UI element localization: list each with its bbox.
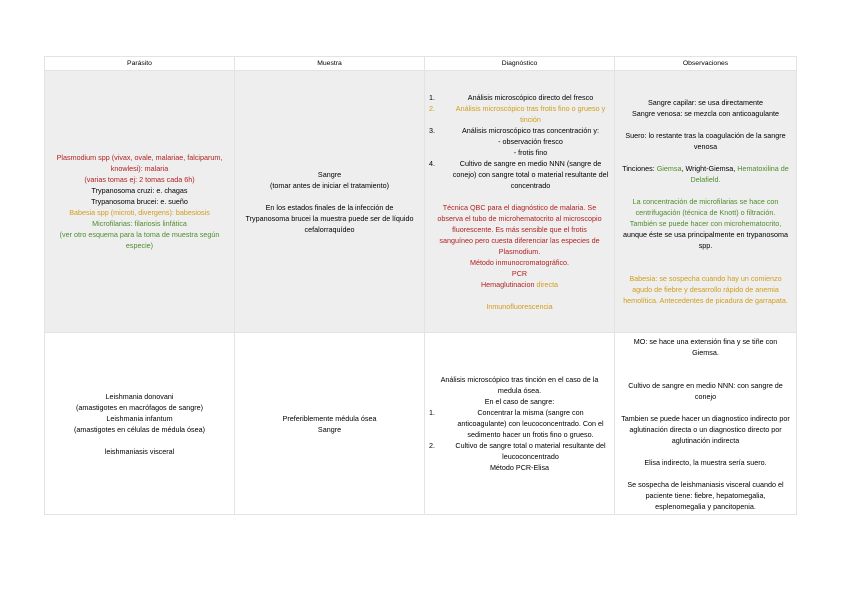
spacer <box>429 191 610 202</box>
text-line: Sangre capilar: se usa directamente <box>647 98 764 107</box>
text-line: Trypanosoma brucei: e. sueño <box>91 197 188 206</box>
text-line <box>429 279 610 290</box>
text-line: Leishmania donovani <box>105 391 174 401</box>
list-number: 1. <box>429 408 435 417</box>
tinciones-line <box>619 163 792 174</box>
text-line: Leishmania infantum <box>106 413 173 423</box>
text-line: spp. <box>698 241 713 250</box>
header-muestra: Muestra <box>235 57 425 71</box>
text-line: Delafield. <box>690 175 721 184</box>
text-line: aglutinación indirecta <box>671 435 740 445</box>
cell-observaciones <box>615 333 797 515</box>
text-line: MO: se hace una extensión fina y se tiñe con <box>633 336 778 346</box>
header-row <box>45 57 797 71</box>
tinciones-giemsa: Giemsa <box>656 164 682 173</box>
directa-text: directa <box>536 279 559 289</box>
hemaglutinacion-text: Hemaglutinacion <box>480 279 537 289</box>
text-line: (varias tomas ej: 2 tomas cada 6h) <box>84 175 195 184</box>
list-number: 2. <box>429 103 435 113</box>
text-line: Cultivo de sangre en medio NNN: con sangre de <box>628 380 783 390</box>
list-item <box>429 407 610 440</box>
spacer <box>619 152 792 163</box>
table-row <box>45 71 797 333</box>
text-line: especie) <box>125 241 154 250</box>
list-item-text: conejo) con sangre total o material resultante del <box>452 169 609 179</box>
tinciones-prefix: Tinciones: <box>622 164 657 173</box>
text-line: Plasmodium spp (vivax, ovale, malariae, falciparum, <box>56 153 223 162</box>
text-line: Sangre <box>317 169 342 179</box>
cell-muestra <box>235 333 425 515</box>
text-line: (amastigotes en macrófagos de sangre) <box>75 402 204 412</box>
cell-diagnostico <box>425 71 615 333</box>
spacer <box>619 119 792 130</box>
text-line: Microfilarias: filariosis linfática <box>92 219 187 228</box>
text-line: Trypanosoma brucei la muestra puede ser de líquido <box>245 213 414 223</box>
spacer <box>619 262 792 273</box>
text-line: medula ósea. <box>497 386 542 395</box>
text-line: Método PCR-Elisa <box>489 463 550 472</box>
text-line: paciente tiene: fiebre, hepatomegalia, <box>645 490 766 500</box>
text-line: Tambien se puede hacer un diagnostico indirecto por <box>621 413 790 423</box>
list-item <box>429 158 610 191</box>
spacer <box>619 185 792 196</box>
spacer <box>619 402 792 413</box>
header-diagnostico: Diagnóstico <box>425 57 615 71</box>
list-item-text: sedimento hacer un frotis fino o grueso. <box>467 430 594 439</box>
header-observaciones: Observaciones <box>615 57 797 71</box>
cell-parasito <box>45 333 235 515</box>
spacer <box>619 358 792 369</box>
list-item-text: Análisis microscópico tras frotis fino o grueso y <box>455 103 606 113</box>
text-line: fluorescente. Es más sensible que el frotis <box>452 224 587 234</box>
text-line: Se sospecha de leishmaniasis visceral cuando el <box>627 479 784 489</box>
list-item <box>429 440 610 462</box>
list-item <box>429 125 610 158</box>
text-line: agudo de fiebre y desarrollo rápido de anemia <box>632 285 779 294</box>
text-line: Preferiblemente médula ósea <box>282 413 377 423</box>
text-line: (amastigotes en células de médula ósea) <box>73 424 206 434</box>
header-parasito: Parásito <box>45 57 235 71</box>
text-line: (ver otro esquema para la toma de muestra según <box>59 230 220 239</box>
diagnosis-list <box>429 92 610 191</box>
list-item-text: - frotis fino <box>513 147 548 157</box>
diagnosis-list <box>429 407 610 462</box>
list-item-text: anticoagulante) con leucoconcentrado. Con el <box>457 419 604 428</box>
spacer <box>619 369 792 380</box>
list-number: 4. <box>429 158 435 168</box>
list-item <box>429 92 610 103</box>
list-number: 2. <box>429 441 435 450</box>
tinciones-mid: , Wright-Giemsa, <box>681 164 738 173</box>
text-line: Análisis microscópico tras tinción en el caso de la <box>440 375 599 384</box>
list-item-text: Cultivo de sangre total o material resultante del <box>455 441 606 450</box>
text-line: Trypanosoma cruzi: e. chagas <box>91 186 188 195</box>
table-row <box>45 333 797 515</box>
text-line: Babesia spp (microti, divergens): babesiosis <box>69 208 210 217</box>
text-line: También se puede hacer con microhematocrito, <box>629 219 782 228</box>
list-number: 1. <box>429 92 435 102</box>
cell-diagnostico <box>425 333 615 515</box>
diagnosis-extra <box>429 191 610 312</box>
spacer <box>619 251 792 262</box>
cell-observaciones <box>615 71 797 333</box>
text-line: Giemsa. <box>692 347 719 357</box>
spacer <box>49 435 230 446</box>
text-line: sanguíneo pero cuesta diferenciar las especies de <box>439 235 600 245</box>
list-item-text: - observación fresco <box>498 136 563 146</box>
list-item-text: tinción <box>520 114 541 124</box>
text-line: Técnica QBC para el diagnóstico de malaria. Se <box>442 202 597 212</box>
text-line: centrifugación (técnica de Knott) o filtración. <box>635 208 776 217</box>
list-number: 3. <box>429 125 435 135</box>
text-line: Sangre venosa: se mezcla con anticoagulante <box>631 109 780 118</box>
text-line: cefalorraquídeo <box>304 224 355 234</box>
text-line: Sangre <box>317 424 342 434</box>
text-line: conejo <box>694 391 717 401</box>
cell-muestra <box>235 71 425 333</box>
spacer <box>619 468 792 479</box>
list-item-text: leucoconcentrado <box>502 452 559 461</box>
list-item-text: Análisis microscópico directo del fresco <box>467 92 594 102</box>
text-line: (tomar antes de iniciar el tratamiento) <box>269 180 390 190</box>
diagnosis-table <box>44 56 797 515</box>
spacer <box>239 191 420 202</box>
text-line: Babesia: se sospecha cuando hay un comienzo <box>629 274 782 283</box>
spacer <box>619 446 792 457</box>
text-line: Suero: lo restante tras la coagulación de la sangre <box>625 131 786 140</box>
text-line: Elisa indirecto, la muestra sería suero. <box>644 457 767 467</box>
list-item-text: concentrado <box>510 180 551 190</box>
tinciones-hemato: Hematoxilina de <box>737 164 789 173</box>
cell-parasito <box>45 71 235 333</box>
text-line: esplenomegalia y pancitopenia. <box>655 501 756 511</box>
spacer <box>429 290 610 301</box>
text-line: observa el tubo de microhematocrito al microscopio <box>437 213 602 223</box>
list-item-text: Cultivo de sangre en medio NNN (sangre de <box>459 158 602 168</box>
text-line: La concentración de microfilarias se hace con <box>632 197 779 206</box>
text-line: knowlesi): malaria <box>110 164 169 173</box>
text-line: venosa <box>693 142 718 151</box>
text-line: Inmunofluorescencia <box>486 301 553 311</box>
text-line: Método inmunocromatográfico. <box>469 257 570 267</box>
text-line: aunque éste se usa principalmente en trypanosoma <box>622 230 789 239</box>
list-item <box>429 103 610 125</box>
text-line: aglutinación directa o un diagnostico directo por <box>629 424 782 434</box>
text-line: PCR <box>511 268 528 278</box>
text-line: Plasmodium. <box>498 246 541 256</box>
list-item-text: Concentrar la misma (sangre con <box>477 408 584 417</box>
text-line: En los estados finales de la infección de <box>265 202 394 212</box>
text-line: En el caso de sangre: <box>484 397 555 406</box>
text-line: hemolítica. Antecedentes de picadura de garrapata. <box>623 296 788 305</box>
list-item-text: Análisis microscópico tras concentración y: <box>461 125 599 135</box>
text-line: leishmaniasis visceral <box>104 446 175 456</box>
